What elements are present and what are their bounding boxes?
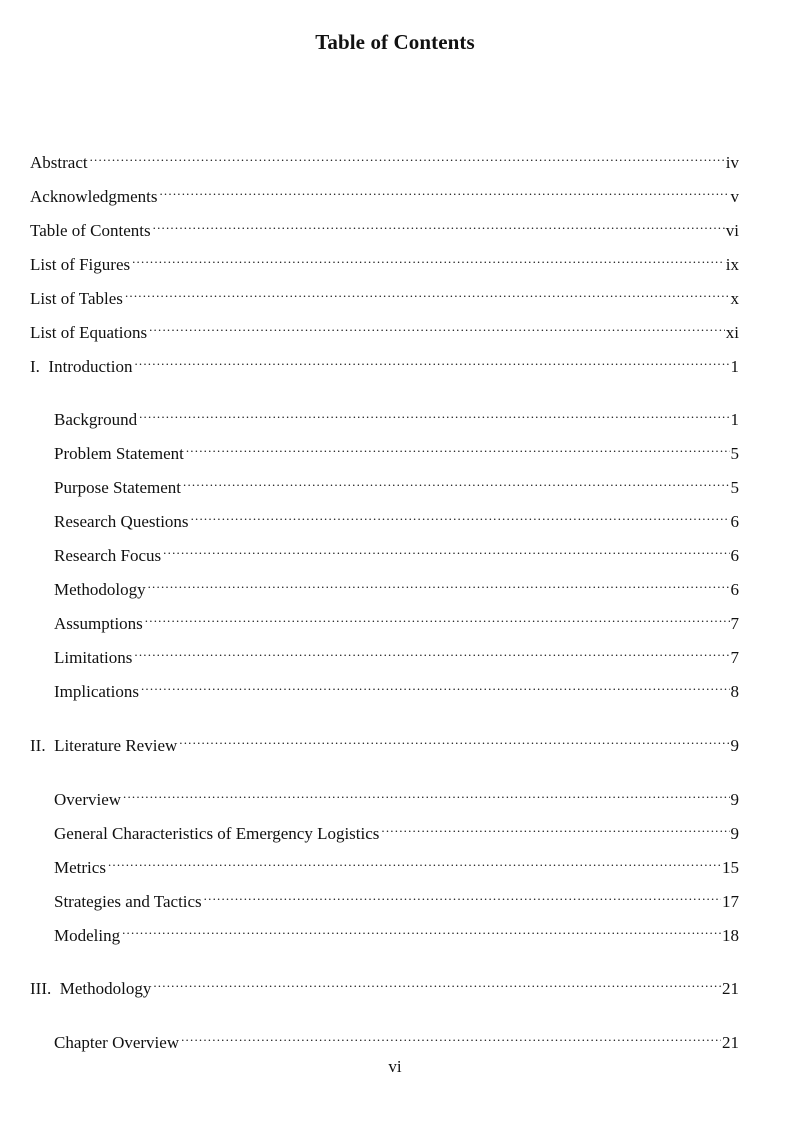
toc-entry-page: 21 — [722, 979, 739, 998]
toc-entry-label: Acknowledgments — [30, 187, 158, 206]
toc-entry-list-of-equations[interactable] — [30, 316, 739, 342]
toc-entry-overview[interactable] — [54, 783, 739, 809]
toc-entry-label: Problem Statement — [54, 444, 184, 463]
toc-entry-problem-statement[interactable] — [54, 437, 739, 463]
toc-entry-label: Limitations — [54, 648, 133, 667]
dot-leader — [381, 817, 729, 839]
toc-entry-methodology[interactable] — [54, 573, 739, 599]
toc-entry-page: 5 — [730, 478, 739, 497]
toc-entry-purpose-statement[interactable] — [54, 471, 739, 497]
toc-entry-label: II. Literature Review — [30, 736, 178, 755]
toc-entry-page: 5 — [730, 444, 739, 463]
toc-entry-strategies-and-tactics[interactable] — [54, 885, 739, 911]
toc-entry-page: v — [730, 187, 739, 206]
toc-entry-page: 15 — [722, 858, 739, 877]
toc-entry-page: 8 — [730, 682, 739, 701]
dot-leader — [186, 437, 730, 459]
toc-entry-page: 18 — [722, 926, 739, 945]
toc-entry-page: x — [730, 289, 739, 308]
toc-entry-page: 9 — [730, 790, 739, 809]
toc-entry-label: Research Focus — [54, 546, 162, 565]
toc-entry-page: 6 — [730, 512, 739, 531]
toc-entry-page: ix — [725, 255, 739, 274]
dot-leader — [145, 607, 730, 629]
toc-entry-general-characteristics[interactable] — [54, 817, 739, 843]
dot-leader — [132, 248, 725, 270]
page-number: vi — [388, 1057, 402, 1076]
toc-entry-label: Research Questions — [54, 512, 189, 531]
toc-chapter-introduction[interactable] — [30, 350, 739, 376]
toc-entry-page: 6 — [730, 546, 739, 565]
dot-leader — [148, 573, 730, 595]
toc-entry-table-of-contents[interactable] — [30, 214, 739, 240]
toc-entry-label: Purpose Statement — [54, 478, 182, 497]
toc-entry-page: 1 — [730, 357, 739, 376]
toc-entry-label: I. Introduction — [30, 357, 133, 376]
toc-entry-label: Background — [54, 410, 138, 429]
toc-entry-page: xi — [725, 323, 739, 342]
dot-leader — [181, 1026, 721, 1048]
dot-leader — [90, 146, 725, 168]
toc-entry-metrics[interactable] — [54, 851, 739, 877]
toc-entry-label: Assumptions — [54, 614, 143, 633]
dot-leader — [204, 885, 721, 907]
page-title: Table of Contents — [315, 30, 475, 54]
toc-entry-research-questions[interactable] — [54, 505, 739, 531]
toc-entry-label: Methodology — [54, 580, 146, 599]
dot-leader — [153, 214, 725, 236]
toc-entry-page: 6 — [730, 580, 739, 599]
dot-leader — [139, 403, 729, 425]
toc-entry-limitations[interactable] — [54, 641, 739, 667]
dot-leader — [183, 471, 729, 493]
dot-leader — [134, 641, 729, 663]
toc-entry-page: 21 — [722, 1033, 739, 1052]
toc-entry-abstract[interactable] — [30, 146, 739, 172]
dot-leader — [149, 316, 725, 338]
toc-entry-list-of-tables[interactable] — [30, 282, 739, 308]
dot-leader — [163, 539, 729, 561]
toc-entry-label: Modeling — [54, 926, 121, 945]
toc-entry-assumptions[interactable] — [54, 607, 739, 633]
toc-entry-label: General Characteristics of Emergency Logistics — [54, 824, 380, 843]
toc-entry-label: List of Figures — [30, 255, 131, 274]
toc-entry-label: Table of Contents — [30, 221, 151, 240]
toc-entry-page: 7 — [730, 614, 739, 633]
toc-entry-label: III. Methodology — [30, 979, 152, 998]
dot-leader — [134, 350, 729, 372]
dot-leader — [122, 919, 721, 941]
toc-entry-acknowledgments[interactable] — [30, 180, 739, 206]
toc-entry-page: 9 — [730, 824, 739, 843]
toc-entry-list-of-figures[interactable] — [30, 248, 739, 274]
toc-entry-label: Overview — [54, 790, 122, 809]
toc-entry-page: 17 — [722, 892, 739, 911]
dot-leader — [191, 505, 730, 527]
toc-entry-page: 1 — [730, 410, 739, 429]
toc-entry-page: iv — [725, 153, 739, 172]
dot-leader — [125, 282, 730, 304]
toc-entry-chapter-overview[interactable] — [54, 1026, 739, 1052]
toc-entry-label: List of Tables — [30, 289, 123, 308]
toc-entry-label: List of Equations — [30, 323, 148, 342]
toc-entry-page: vi — [725, 221, 739, 240]
toc-entry-page: 9 — [730, 736, 739, 755]
toc-entry-label: Implications — [54, 682, 139, 701]
toc-entry-background[interactable] — [54, 403, 739, 429]
dot-leader — [123, 783, 729, 805]
dot-leader — [179, 729, 729, 751]
dot-leader — [153, 972, 721, 994]
toc-entry-label: Strategies and Tactics — [54, 892, 202, 911]
dot-leader — [108, 851, 721, 873]
toc-chapter-methodology[interactable] — [30, 972, 739, 998]
toc-entry-page: 7 — [730, 648, 739, 667]
toc-entry-label: Abstract — [30, 153, 88, 172]
toc-entry-modeling[interactable] — [54, 919, 739, 945]
toc-entry-label: Metrics — [54, 858, 106, 877]
toc-chapter-literature-review[interactable] — [30, 729, 739, 755]
dot-leader — [141, 675, 730, 697]
toc-entry-research-focus[interactable] — [54, 539, 739, 565]
toc-entry-label: Chapter Overview — [54, 1033, 180, 1052]
dot-leader — [159, 180, 729, 202]
toc-entry-implications[interactable] — [54, 675, 739, 701]
